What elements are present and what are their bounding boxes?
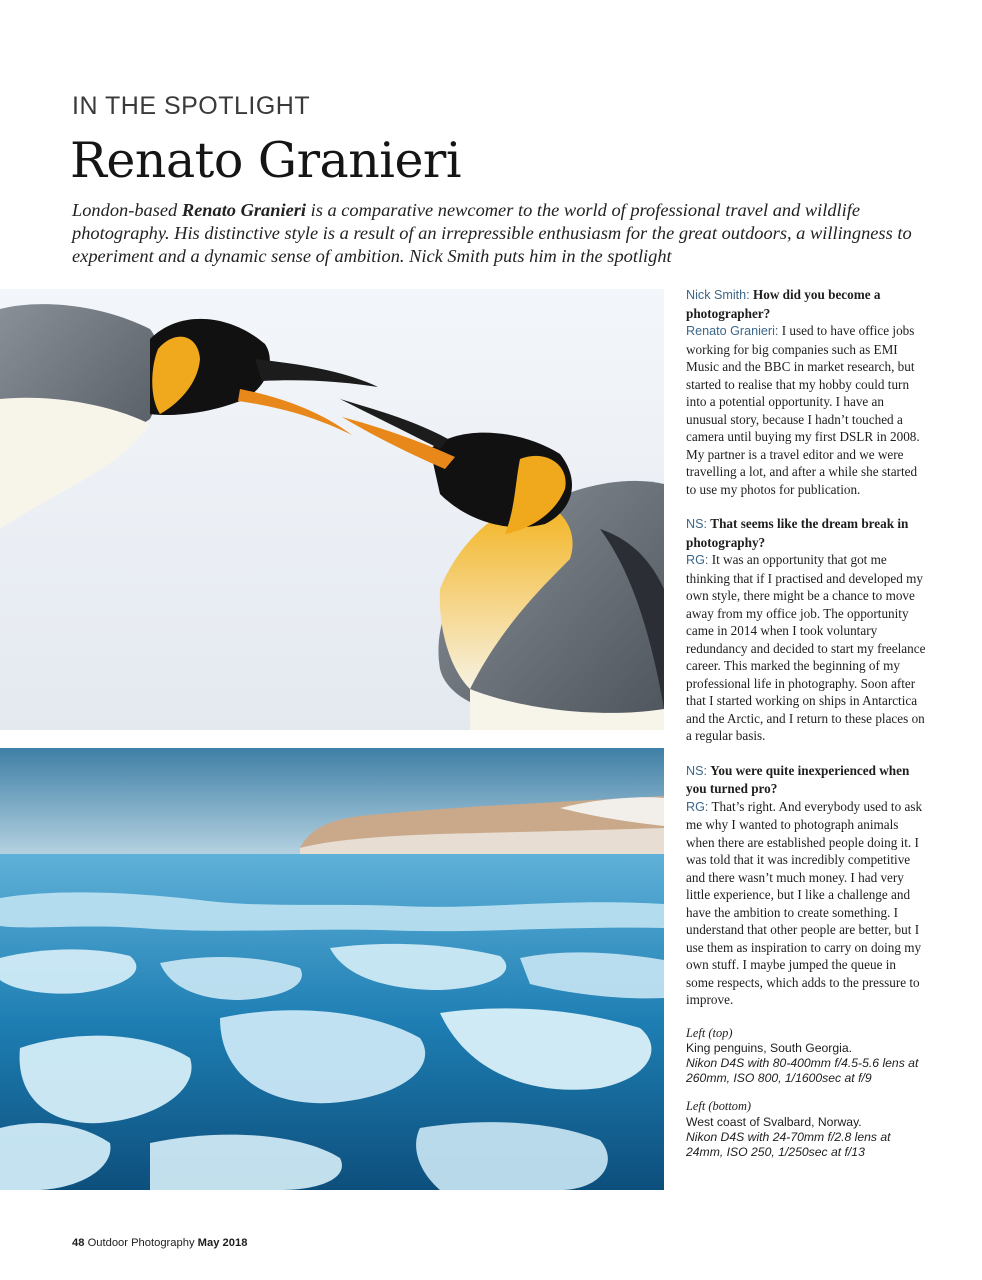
standfirst-rest: is a comparative newcomer to the world of professional travel and wildlife photography. His distinctive style is a result of an irrepressible enthusiasm for the great outdoors, a willingness to experiment and a dynamic sense of ambition. Nick Smith puts him in the spotlight bbox=[72, 200, 912, 266]
issue-date: May 2018 bbox=[197, 1237, 248, 1249]
svalbard-sea-ice-photo bbox=[0, 748, 664, 1190]
qa-block bbox=[686, 762, 926, 1009]
caption-top bbox=[686, 1026, 926, 1087]
question-text: You were quite inexperienced when you turned pro? bbox=[686, 762, 910, 796]
caption-subject: King penguins, South Georgia. bbox=[686, 1040, 853, 1055]
page-folio bbox=[72, 1237, 247, 1249]
king-penguins-photo bbox=[0, 289, 664, 730]
answer-text: It was an opportunity that got me thinking that if I practised and developed my own style, there might be a chance to move away from my office job. The opportunity came in 2014 when I took voluntary redundancy and decided to start my freelance career. This marked the beginning of my professional life in photography. Soon after that I started working on ships in Antarctica and the Arctic, and I return to these places on a regular basis. bbox=[686, 552, 926, 743]
caption-tech: Nikon D4S with 80-400mm f/4.5-5.6 lens at 260mm, ISO 800, 1/1600sec at f/9 bbox=[686, 1055, 919, 1086]
interview-column bbox=[686, 286, 926, 1173]
answer-speaker: RG: bbox=[686, 553, 709, 567]
standfirst-lead: London-based bbox=[72, 200, 182, 220]
standfirst bbox=[72, 199, 932, 268]
answer-speaker: RG: bbox=[686, 799, 709, 814]
question-text: That seems like the dream break in photography? bbox=[686, 516, 909, 550]
standfirst-name: Renato Granieri bbox=[181, 200, 306, 220]
photo-captions bbox=[686, 1026, 926, 1161]
question-speaker: NS: bbox=[686, 763, 707, 778]
caption-position: Left (top) bbox=[686, 1025, 733, 1040]
answer-text: That’s right. And everybody used to ask me why I wanted to photograph animals when there are established people doing it. I was told that it was incredibly competitive and there wasn’t much money. I had very little experience, but I like a challenge and have the ambition to create something. I understand that other people are better, but I use them as inspiration to carry on doing my own stuff. I maybe jumped the queue in some respects, which adds to the pressure to improve. bbox=[686, 798, 923, 1007]
answer-text: I used to have office jobs working for big companies such as EMI Music and the BBC in market research, but started to realise that my hobby could turn into a potential opportunity. I have an unusual story, because I hadn’t touched a camera until buying my first DSLR in 2008. My partner is a travel editor and we were travelling a lot, and after a while she started to use my photos for publication. bbox=[686, 323, 920, 497]
question-speaker: Nick Smith: bbox=[686, 288, 750, 302]
answer-speaker: Renato Granieri: bbox=[686, 324, 779, 338]
qa-block bbox=[686, 286, 926, 498]
caption-bottom bbox=[686, 1099, 926, 1160]
kicker: IN THE SPOTLIGHT bbox=[72, 92, 311, 120]
question-text: How did you become a photographer? bbox=[686, 287, 881, 321]
page-number: 48 bbox=[72, 1237, 85, 1249]
qa-block bbox=[686, 515, 926, 745]
caption-subject: West coast of Svalbard, Norway. bbox=[686, 1114, 862, 1129]
article-title: Renato Granieri bbox=[70, 132, 462, 189]
caption-position: Left (bottom) bbox=[686, 1099, 752, 1114]
caption-tech: Nikon D4S with 24-70mm f/2.8 lens at 24mm, ISO 250, 1/250sec at f/13 bbox=[686, 1129, 891, 1159]
question-speaker: NS: bbox=[686, 517, 707, 531]
publication-name: Outdoor Photography bbox=[87, 1237, 195, 1249]
